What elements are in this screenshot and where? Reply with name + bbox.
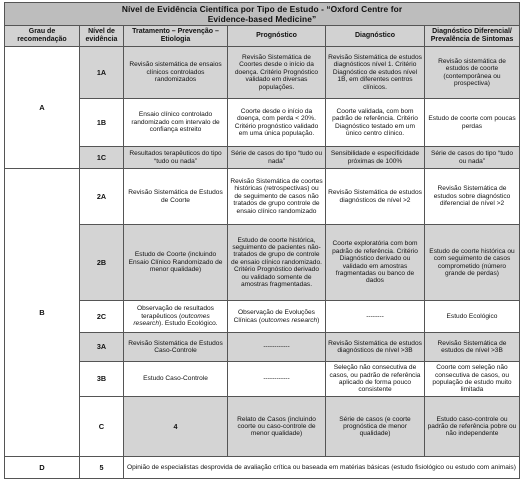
level-cell: 2C bbox=[80, 301, 124, 333]
diagnostico-cell: Estudo caso-controle ou padrão de referência pobre ou não independente bbox=[425, 397, 520, 457]
level-cell: 1A bbox=[80, 47, 124, 99]
title-line-1: Nível de Evidência Científica por Tipo de Estudo - “Oxford Centre for bbox=[121, 4, 403, 14]
level-cell: 3B bbox=[80, 362, 124, 397]
tratamento-cell: Revisão sistemática de ensaios clínicos controlados randomizados bbox=[124, 47, 228, 99]
prognostico-cell: Revisão Sistemática de coortes históricas (retrospectivas) ou de seguimento de casos não tratados de grupo controle de ensaio clínico randomizado bbox=[228, 169, 326, 225]
tratamento-text-post: ). Estudo Ecológico. bbox=[159, 320, 218, 328]
level-cell: 4 bbox=[124, 397, 228, 457]
tratamento-cell: Resultados terapêuticos do tipo “tudo ou nada” bbox=[124, 147, 228, 169]
diferencial-cell: Revisão sistemática de estudos de coorte (contemporânea ou prospectiva) bbox=[425, 47, 520, 99]
header-diferencial: Diagnóstico Diferencial/ Prevalência de Sintomas bbox=[425, 26, 520, 47]
prognostico-text-pre: Observação de Evoluções Clínicas ( bbox=[233, 309, 315, 324]
level-cell: 3A bbox=[80, 333, 124, 362]
prognostico-cell: Série de casos (e coorte prognóstica de menor qualidade) bbox=[326, 397, 425, 457]
table-row bbox=[5, 169, 520, 225]
evidence-table-container bbox=[4, 2, 519, 479]
tratamento-cell: Revisão Sistemática de Estudos de Coorte bbox=[124, 169, 228, 225]
level-cell: 2A bbox=[80, 169, 124, 225]
table-row bbox=[5, 301, 520, 333]
tratamento-text-pre: Observação de resultados terapêuticos ( bbox=[137, 305, 214, 320]
prognostico-cell bbox=[228, 301, 326, 333]
level-cell: 1C bbox=[80, 147, 124, 169]
prognostico-cell: ------------ bbox=[228, 333, 326, 362]
table-title-row bbox=[5, 3, 520, 26]
prognostico-cell: ------------ bbox=[228, 362, 326, 397]
header-row bbox=[5, 26, 520, 47]
diagnostico-cell: Coorte exploratória com bom padrão de referência. Critério Diagnóstico derivado ou validado em amostras fragmentadas ou banco de dados bbox=[326, 225, 425, 301]
table-row bbox=[5, 147, 520, 169]
table-row bbox=[5, 225, 520, 301]
diferencial-cell: Estudo Ecológico bbox=[425, 301, 520, 333]
diagnostico-cell: -------- bbox=[326, 301, 425, 333]
table-row bbox=[5, 362, 520, 397]
grade-a: A bbox=[5, 47, 80, 169]
table-row bbox=[5, 457, 520, 479]
prognostico-cell: Revisão Sistemática de Coortes desde o início da doença. Critério Prognóstico validado em diversas populações. bbox=[228, 47, 326, 99]
tratamento-cell: Relato de Casos (incluindo coorte ou caso-controle de menor qualidade) bbox=[228, 397, 326, 457]
level-cell: 1B bbox=[80, 99, 124, 147]
diagnostico-cell: Seleção não consecutiva de casos, ou padrão de referência aplicado de forma pouco consistente bbox=[326, 362, 425, 397]
diferencial-cell: Coorte com seleção não consecutiva de casos, ou população de estudo muito limitada bbox=[425, 362, 520, 397]
diagnostico-cell: Coorte validada, com bom padrão de referência. Critério Diagnóstico testado em um único centro clínico. bbox=[326, 99, 425, 147]
header-nivel: Nível de evidência bbox=[80, 26, 124, 47]
table-row bbox=[5, 397, 520, 457]
tratamento-cell: Revisão Sistemática de Estudos Caso-Controle bbox=[124, 333, 228, 362]
diferencial-cell: Estudo de coorte com poucas perdas bbox=[425, 99, 520, 147]
header-tratamento: Tratamento – Prevenção – Etiologia bbox=[124, 26, 228, 47]
diagnostico-cell: Sensibilidade e especificidade próximas de 100% bbox=[326, 147, 425, 169]
diferencial-cell: Revisão Sistemática de estudos sobre diagnóstico diferencial de nível >2 bbox=[425, 169, 520, 225]
tratamento-cell bbox=[124, 301, 228, 333]
header-diagnostico: Diagnóstico bbox=[326, 26, 425, 47]
prognostico-text-post: ) bbox=[317, 316, 320, 324]
header-prognostico: Prognóstico bbox=[228, 26, 326, 47]
table-row bbox=[5, 99, 520, 147]
diferencial-cell: Revisão Sistemática de estudos de nível >3B bbox=[425, 333, 520, 362]
title-line-2: Evidence-based Medicine” bbox=[207, 14, 317, 24]
tratamento-text-italic: outcomes research bbox=[133, 312, 210, 328]
evidence-level-table bbox=[4, 2, 520, 479]
tratamento-cell: Estudo Caso-Controle bbox=[124, 362, 228, 397]
level-cell: 5 bbox=[80, 457, 124, 479]
prognostico-cell: Coorte desde o início da doença, com perda < 20%. Critério prognóstico validado em uma única população. bbox=[228, 99, 326, 147]
opinion-cell: Opinião de especialistas desprovida de avaliação crítica ou baseada em matérias básicas (estudo fisiológico ou estudo com animais) bbox=[124, 457, 520, 479]
diagnostico-cell: Revisão Sistemática de estudos diagnósticos de nível >2 bbox=[326, 169, 425, 225]
grade-b: B bbox=[5, 169, 80, 457]
table-title bbox=[5, 3, 520, 26]
grade-c: C bbox=[80, 397, 124, 457]
diagnostico-cell: Revisão Sistemática de estudos diagnósticos nível 1. Critério Diagnóstico de estudos nível 1B, em diferentes centros clínicos. bbox=[326, 47, 425, 99]
diferencial-cell: Estudo de coorte histórica ou com seguimento de casos comprometido (número grande de perdas) bbox=[425, 225, 520, 301]
prognostico-cell: Série de casos do tipo “tudo ou nada” bbox=[228, 147, 326, 169]
tratamento-cell: Ensaio clínico controlado randomizado com intervalo de confiança estreito bbox=[124, 99, 228, 147]
tratamento-cell: Estudo de Coorte (incluindo Ensaio Clínico Randomizado de menor qualidade) bbox=[124, 225, 228, 301]
header-grau: Grau de recomendação bbox=[5, 26, 80, 47]
prognostico-cell: Estudo de coorte histórica, seguimento de pacientes não-tratados de grupo de controle de ensaio clínico randomizado. Critério Prognóstico derivado ou validado somente de amostras fragmentadas. bbox=[228, 225, 326, 301]
diferencial-cell: Série de casos do tipo “tudo ou nada” bbox=[425, 147, 520, 169]
table-row bbox=[5, 47, 520, 99]
prognostico-text-italic: outcomes research bbox=[261, 316, 318, 324]
diagnostico-cell: Revisão Sistemática de estudos diagnósticos de nível >3B bbox=[326, 333, 425, 362]
level-cell: 2B bbox=[80, 225, 124, 301]
table-row bbox=[5, 333, 520, 362]
grade-d: D bbox=[5, 457, 80, 479]
